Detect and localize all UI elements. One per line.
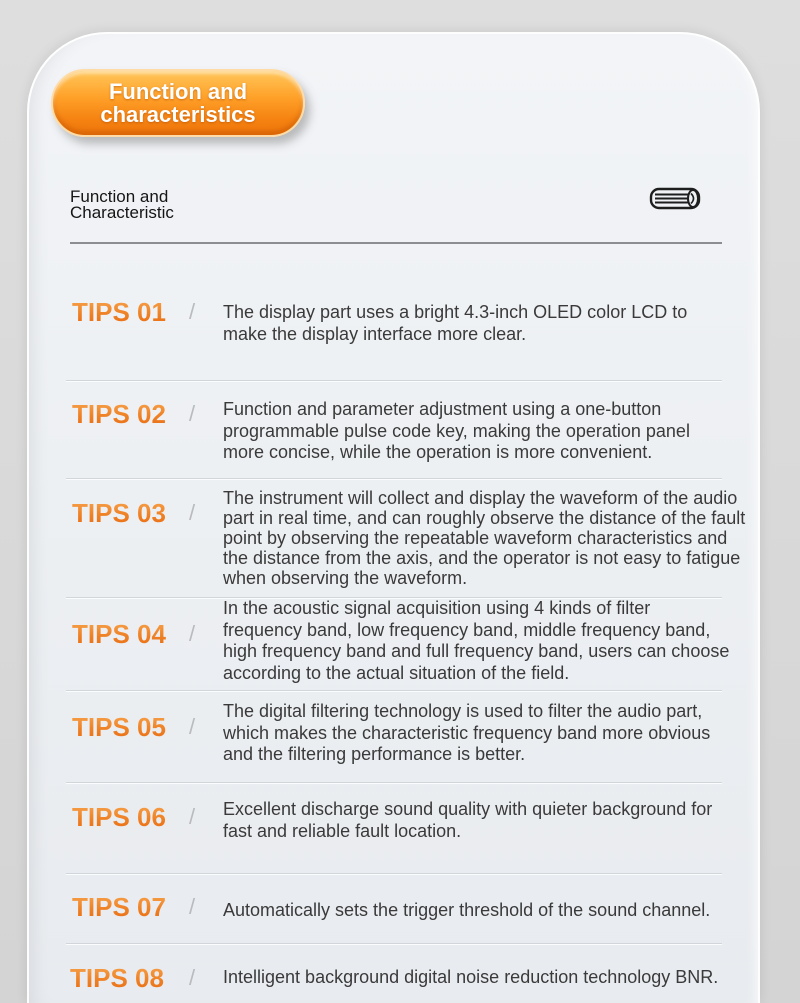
tip-divider xyxy=(66,380,722,382)
tip-text-line: In the acoustic signal acquisition using 4 kinds of filter xyxy=(223,598,651,618)
tip-label: TIPS 04 xyxy=(72,619,166,649)
tip-text-line: Automatically sets the trigger threshold of the sound channel. xyxy=(223,900,711,920)
tip-text-line: The digital filtering technology is used to filter the audio part, xyxy=(223,701,703,721)
tip-label: TIPS 02 xyxy=(72,399,166,429)
tip-text-line: The instrument will collect and display the waveform of the audio xyxy=(223,488,738,508)
tip-text-line: frequency band, low frequency band, middle frequency band, xyxy=(223,619,711,640)
tip-description xyxy=(223,798,712,842)
tip-label: TIPS 07 xyxy=(72,892,166,922)
tip-separator: / xyxy=(189,500,196,525)
tip-text-line: make the display interface more clear. xyxy=(223,324,527,344)
tip-text-line: The display part uses a bright 4.3-inch OLED color LCD to xyxy=(223,302,688,322)
tip-description xyxy=(223,967,718,989)
tip-text-line: point by observing the repeatable waveform characteristics and xyxy=(223,528,728,548)
tip-text-line: when observing the waveform. xyxy=(223,568,468,588)
badge-line: characteristics xyxy=(100,102,256,127)
tip-text-line: part in real time, and can roughly observe the distance of the fault xyxy=(223,508,746,528)
tip-text-line: programmable pulse code key, making the operation panel xyxy=(223,420,690,441)
tip-label: TIPS 08 xyxy=(70,963,164,993)
tip-text-line: according to the actual situation of the field. xyxy=(223,663,570,684)
tip-text-line: more concise, while the operation is more convenient. xyxy=(223,442,653,462)
tip-label: TIPS 05 xyxy=(72,712,166,742)
tip-description xyxy=(223,301,687,345)
tip-text-line: fast and reliable fault location. xyxy=(223,821,462,841)
heading-line: Function and xyxy=(70,187,169,206)
heading-line: Characteristic xyxy=(70,203,174,222)
tip-separator: / xyxy=(189,804,196,829)
tip-description xyxy=(223,399,690,464)
tip-text-line: which makes the characteristic frequency band more obvious xyxy=(223,722,711,743)
tip-label: TIPS 01 xyxy=(72,297,166,327)
tip-label: TIPS 06 xyxy=(72,802,166,832)
heading-rule xyxy=(70,242,722,244)
cable-icon xyxy=(648,185,704,213)
tip-text-line: and the filtering performance is better. xyxy=(223,744,526,764)
tip-text-line: the distance from the axis, and the operator is not easy to fatigue xyxy=(223,548,741,568)
tip-description xyxy=(223,488,745,588)
tip-description xyxy=(223,900,710,922)
tip-divider xyxy=(66,478,722,480)
section-title-badge xyxy=(51,69,305,137)
tip-label: TIPS 03 xyxy=(72,498,166,528)
tip-divider xyxy=(66,690,722,692)
tip-text-line: high frequency band and full frequency band, users can choose xyxy=(223,641,730,662)
tip-text-line: Function and parameter adjustment using a one-button xyxy=(223,399,662,419)
tip-text-line: Intelligent background digital noise reduction technology BNR. xyxy=(223,967,719,987)
section-heading xyxy=(70,189,174,221)
tip-separator: / xyxy=(189,965,196,990)
tip-separator: / xyxy=(189,299,196,324)
tip-separator: / xyxy=(189,714,196,739)
tip-description xyxy=(223,701,710,766)
tip-text-line: Excellent discharge sound quality with quieter background for xyxy=(223,799,713,819)
tip-description xyxy=(223,598,729,685)
tip-separator: / xyxy=(189,401,196,426)
tip-separator: / xyxy=(189,894,196,919)
tip-divider xyxy=(66,873,722,875)
tip-separator: / xyxy=(189,621,196,646)
tip-divider xyxy=(66,943,722,945)
tip-divider xyxy=(66,782,722,784)
badge-line: Function and xyxy=(108,79,248,104)
